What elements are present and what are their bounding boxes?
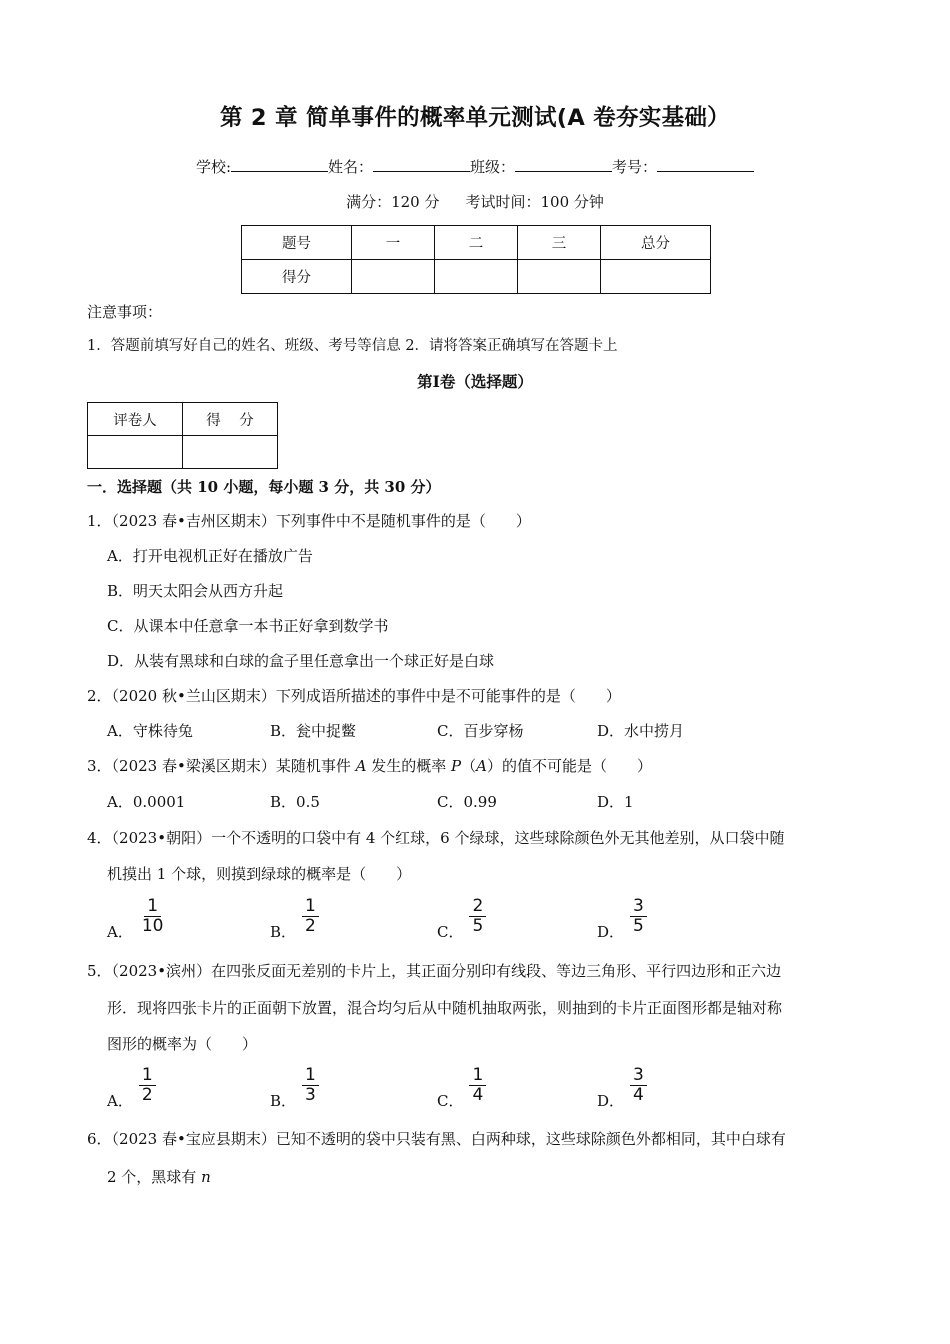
score-cell[interactable]: [352, 260, 435, 294]
class-blank[interactable]: [515, 157, 612, 172]
question-4-stem-line1: 4．（2023•朝阳）一个不透明的口袋中有 4 个红球，6 个绿球，这些球除颜色外无其他差别，从口袋中随: [87, 829, 785, 847]
fraction: $\frac{3}{4}$: [630, 1066, 647, 1105]
section-title: 一．选择题（共 10 小题，每小题 3 分，共 30 分）: [87, 478, 441, 496]
score-table: [241, 225, 711, 294]
question-1-option-b[interactable]: B．明天太阳会从西方升起: [107, 582, 284, 600]
question-3-option-c[interactable]: C．0.99: [437, 793, 497, 811]
score-row-label: 得分: [242, 260, 352, 294]
page-title: 第 2 章 简单事件的概率单元测试(A 卷夯实基础）: [220, 105, 730, 131]
question-3-option-a[interactable]: A．0.0001: [107, 793, 186, 811]
reviewer-table: [87, 402, 278, 469]
question-1-option-a[interactable]: A．打开电视机正好在播放广告: [107, 547, 313, 565]
question-3-option-d[interactable]: D．1: [597, 793, 634, 811]
notes-heading: 注意事项：: [87, 303, 163, 321]
question-5-option-b[interactable]: B． $\frac{1}{3}$: [270, 1066, 319, 1111]
score-header-cell: 二: [435, 226, 518, 260]
question-3-stem: 3．（2023 春•梁溪区期末）某随机事件 A 发生的概率 P（A）的值不可能是（ ）: [87, 757, 652, 775]
question-2-stem: 2．（2020 秋•兰山区期末）下列成语所描述的事件中是不可能事件的是（ ）: [87, 687, 621, 705]
exam-time: 考试时间：100 分钟: [465, 193, 604, 211]
score-header-cell: 一: [352, 226, 435, 260]
question-5-option-a[interactable]: A． $\frac{1}{2}$: [107, 1066, 156, 1111]
fraction: $\frac{1}{2}$: [302, 897, 319, 936]
question-4-option-a[interactable]: A． $\frac{1}{10}$: [107, 897, 166, 942]
question-4-option-c[interactable]: C． $\frac{2}{5}$: [437, 897, 486, 942]
question-5-stem-line1: 5．（2023•滨州）在四张反面无差别的卡片上，其正面分别印有线段、等边三角形、平行四边形和正六边: [87, 962, 782, 980]
question-2-option-a[interactable]: A．守株待兔: [107, 722, 193, 740]
exam-meta: [0, 191, 950, 212]
school-blank[interactable]: [231, 157, 328, 172]
question-3-option-b[interactable]: B．0.5: [270, 793, 320, 811]
question-5-option-c[interactable]: C． $\frac{1}{4}$: [437, 1066, 486, 1111]
question-5-stem-line2: 形．现将四张卡片的正面朝下放置，混合均匀后从中随机抽取两张，则抽到的卡片正面图形都是轴对称: [107, 999, 783, 1017]
exam-number-blank[interactable]: [657, 157, 754, 172]
fraction: $\frac{3}{5}$: [630, 897, 647, 936]
question-6-stem-line2: 2 个，黑球有 n: [107, 1168, 211, 1186]
score-table-value-row: [242, 260, 711, 294]
fraction: $\frac{1}{4}$: [469, 1066, 486, 1105]
score-header-cell: 题号: [242, 226, 352, 260]
fraction: $\frac{1}{10}$: [141, 896, 164, 936]
score-table-header-row: [242, 226, 711, 260]
name-blank[interactable]: [373, 157, 470, 172]
reviewer-cell[interactable]: [88, 436, 183, 469]
score-cell[interactable]: [518, 260, 601, 294]
score-cell[interactable]: [601, 260, 711, 294]
full-score: 满分：120 分: [346, 193, 440, 211]
exam-number-label: 考号：: [612, 158, 658, 176]
fraction: $\frac{2}{5}$: [469, 897, 486, 936]
fraction: $\frac{1}{2}$: [139, 1066, 156, 1105]
school-label: 学校:: [195, 158, 231, 176]
question-4-option-d[interactable]: D． $\frac{3}{5}$: [597, 897, 647, 942]
score-header-cell: 总分: [601, 226, 711, 260]
question-5-stem-line3: 图形的概率为（ ）: [107, 1035, 258, 1053]
question-5-option-d[interactable]: D． $\frac{3}{4}$: [597, 1066, 647, 1111]
question-2-option-b[interactable]: B．瓮中捉鳖: [270, 722, 357, 740]
class-label: 班级：: [470, 158, 516, 176]
name-label: 姓名：: [328, 158, 374, 176]
reviewer-header: 评卷人: [88, 403, 183, 436]
score-header: 得 分: [183, 403, 278, 436]
question-4-option-b[interactable]: B． $\frac{1}{2}$: [270, 897, 319, 942]
score-header-cell: 三: [518, 226, 601, 260]
question-6-stem-line1: 6．（2023 春•宝应县期末）已知不透明的袋中只装有黑、白两种球，这些球除颜色外都相同，其中白球有: [87, 1130, 786, 1148]
part1-title: 第Ⅰ卷（选择题）: [417, 372, 533, 391]
student-info-line: [0, 156, 950, 177]
reviewer-score-cell[interactable]: [183, 436, 278, 469]
question-1-option-d[interactable]: D．从装有黑球和白球的盒子里任意拿出一个球正好是白球: [107, 652, 495, 670]
question-2-option-d[interactable]: D．水中捞月: [597, 722, 685, 740]
question-2-option-c[interactable]: C．百步穿杨: [437, 722, 524, 740]
score-cell[interactable]: [435, 260, 518, 294]
notes-line: 1．答题前填写好自己的姓名、班级、考号等信息 2．请将答案正确填写在答题卡上: [87, 338, 618, 354]
fraction: $\frac{1}{3}$: [302, 1066, 319, 1105]
question-1-option-c[interactable]: C．从课本中任意拿一本书正好拿到数学书: [107, 617, 389, 635]
question-1-stem: 1．（2023 春•吉州区期末）下列事件中不是随机事件的是（ ）: [87, 512, 531, 530]
question-4-stem-line2: 机摸出 1 个球，则摸到绿球的概率是（ ）: [107, 865, 412, 883]
